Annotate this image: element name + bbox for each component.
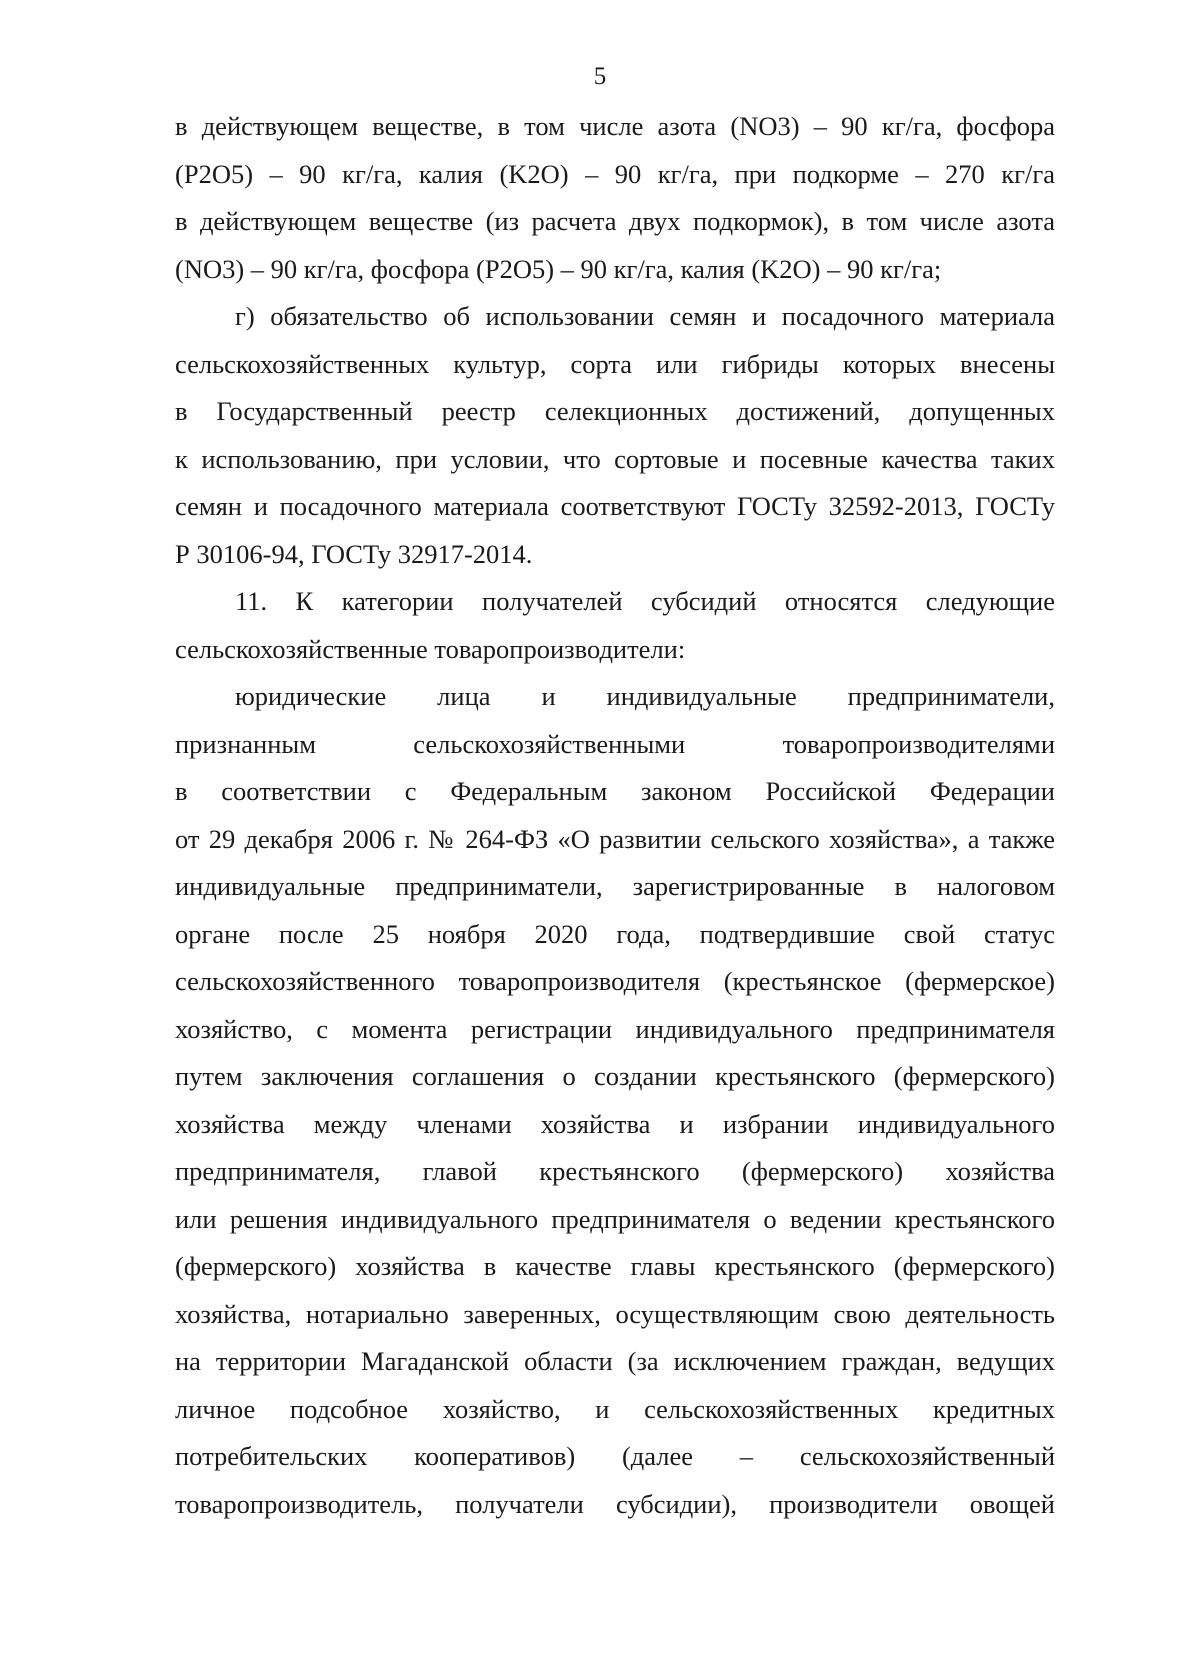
text-line: в Государственный реестр селекционных достижений, допущенных (175, 396, 1055, 426)
text-line: г) обязательство об использовании семян и посадочного материала (235, 301, 1055, 331)
text-line: юридические лица и индивидуальные предприниматели, (235, 681, 1055, 711)
paragraph-item-g (175, 293, 1055, 578)
text-line: от 29 декабря 2006 г. № 264-ФЗ «О развитии сельского хозяйства», а также (175, 823, 1055, 854)
text-line: 11. К категории получателей субсидий относятся следующие (235, 586, 1055, 616)
document-body (175, 103, 1055, 1528)
page-number: 5 (593, 63, 607, 90)
text-line: хозяйства, нотариально заверенных, осуществляющим свою деятельность (175, 1298, 1055, 1329)
text-line: предпринимателя, главой крестьянского (фермерского) хозяйства (175, 1156, 1055, 1186)
text-line: сельскохозяйственные товаропроизводители: (175, 633, 686, 664)
text-line: в действующем веществе (из расчета двух подкормок), в том числе азота (175, 206, 1055, 236)
text-line: в соответствии с Федеральным законом Российской Федерации (175, 776, 1055, 806)
text-line: в действующем веществе, в том числе азота (NO3) – 90 кг/га, фосфора (175, 111, 1055, 141)
text-line: путем заключения соглашения о создании крестьянского (фермерского) (175, 1061, 1055, 1091)
paragraph-clause-11 (175, 578, 1055, 673)
text-line: на территории Магаданской области (за исключением граждан, ведущих (175, 1346, 1055, 1376)
paragraph-fertilizer-norms (175, 103, 1055, 293)
paragraph-recipients (175, 673, 1055, 1528)
text-line: потребительских кооперативов) (далее – сельскохозяйственный (175, 1441, 1055, 1471)
text-line: семян и посадочного материала соответствуют ГОСТу 32592-2013, ГОСТу (175, 491, 1055, 521)
text-line: сельскохозяйственного товаропроизводителя (крестьянское (фермерское) (175, 966, 1055, 996)
text-line: Р 30106-94, ГОСТу 32917-2014. (175, 538, 533, 569)
text-line: хозяйство, с момента регистрации индивидуального предпринимателя (175, 1013, 1055, 1044)
text-line: хозяйства между членами хозяйства и избрании индивидуального (175, 1108, 1055, 1139)
text-line: органе после 25 ноября 2020 года, подтвердившие свой статус (175, 918, 1055, 949)
text-line: (фермерского) хозяйства в качестве главы крестьянского (фермерского) (175, 1251, 1055, 1281)
text-line: признанным сельскохозяйственными товаропроизводителями (175, 728, 1055, 759)
text-line: или решения индивидуального предпринимателя о ведении крестьянского (175, 1203, 1055, 1234)
text-line: личное подсобное хозяйство, и сельскохозяйственных кредитных (175, 1393, 1055, 1424)
text-line: (NO3) – 90 кг/га, фосфора (P2O5) – 90 кг/га, калия (K2O) – 90 кг/га; (175, 253, 942, 284)
text-line: индивидуальные предприниматели, зарегистрированные в налоговом (175, 871, 1055, 901)
text-line: к использованию, при условии, что сортовые и посевные качества таких (175, 443, 1055, 474)
text-line: (P2O5) – 90 кг/га, калия (K2O) – 90 кг/га, при подкорме – 270 кг/га (175, 158, 1055, 189)
text-line: сельскохозяйственных культур, сорта или гибриды которых внесены (175, 348, 1055, 379)
text-line: товаропроизводитель, получатели субсидии), производители овощей (175, 1488, 1055, 1519)
